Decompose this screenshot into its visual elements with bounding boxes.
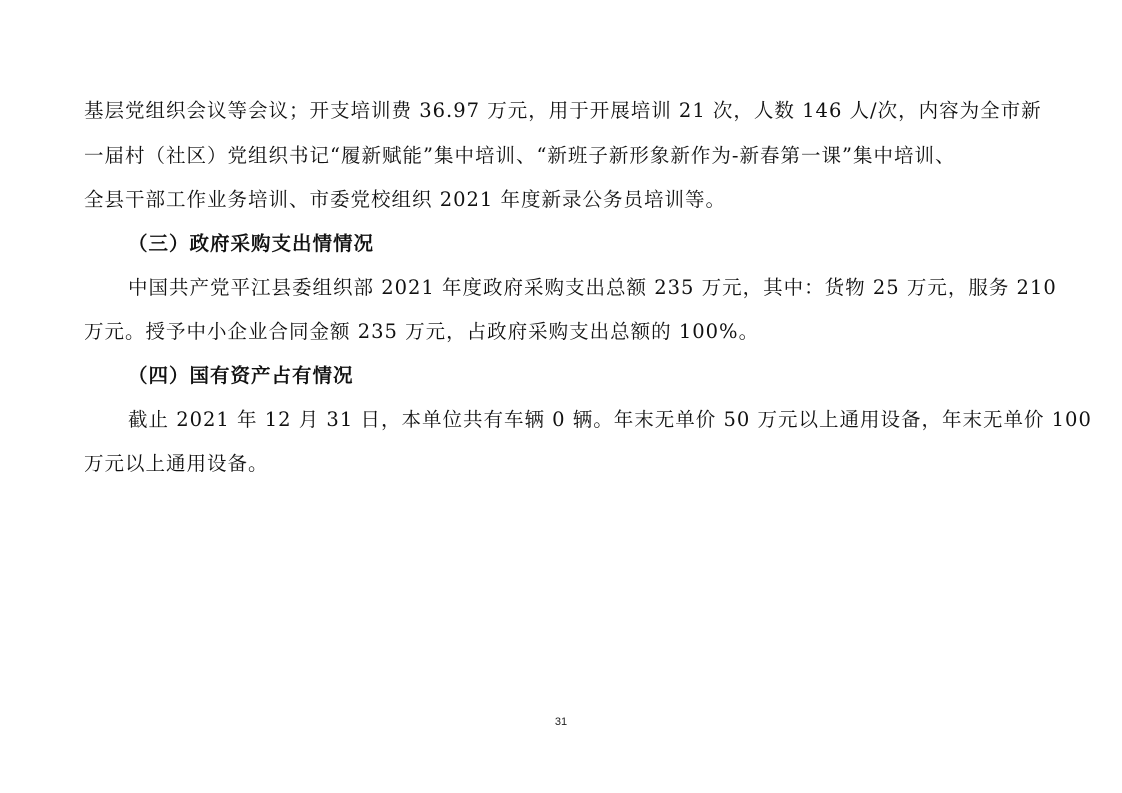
paragraph-line: 中国共产党平江县委组织部 2021 年度政府采购支出总额 235 万元，其中：货物 25 万元，服务 210 — [128, 276, 1057, 299]
paragraph-line: 基层党组织会议等会议；开支培训费 36.97 万元，用于开展培训 21 次，人数 146 人/次，内容为全市新 — [84, 99, 1042, 122]
paragraph-line: 截止 2021 年 12 月 31 日，本单位共有车辆 0 辆。年末无单价 50 万元以上通用设备，年末无单价 100 — [128, 408, 1092, 431]
section-heading: （四）国有资产占有情况 — [128, 364, 354, 387]
paragraph-line: 万元。授予中小企业合同金额 235 万元，占政府采购支出总额的 100%。 — [84, 320, 760, 343]
paragraph-line: 全县干部工作业务培训、市委党校组织 2021 年度新录公务员培训等。 — [84, 188, 727, 211]
section-heading: （三）政府采购支出情情况 — [128, 232, 375, 255]
paragraph-line: 一届村（社区）党组织书记“履新赋能”集中培训、“新班子新形象新作为-新春第一课”集中培训、 — [84, 144, 956, 167]
page-number: 31 — [554, 716, 568, 728]
paragraph-line: 万元以上通用设备。 — [84, 452, 269, 475]
